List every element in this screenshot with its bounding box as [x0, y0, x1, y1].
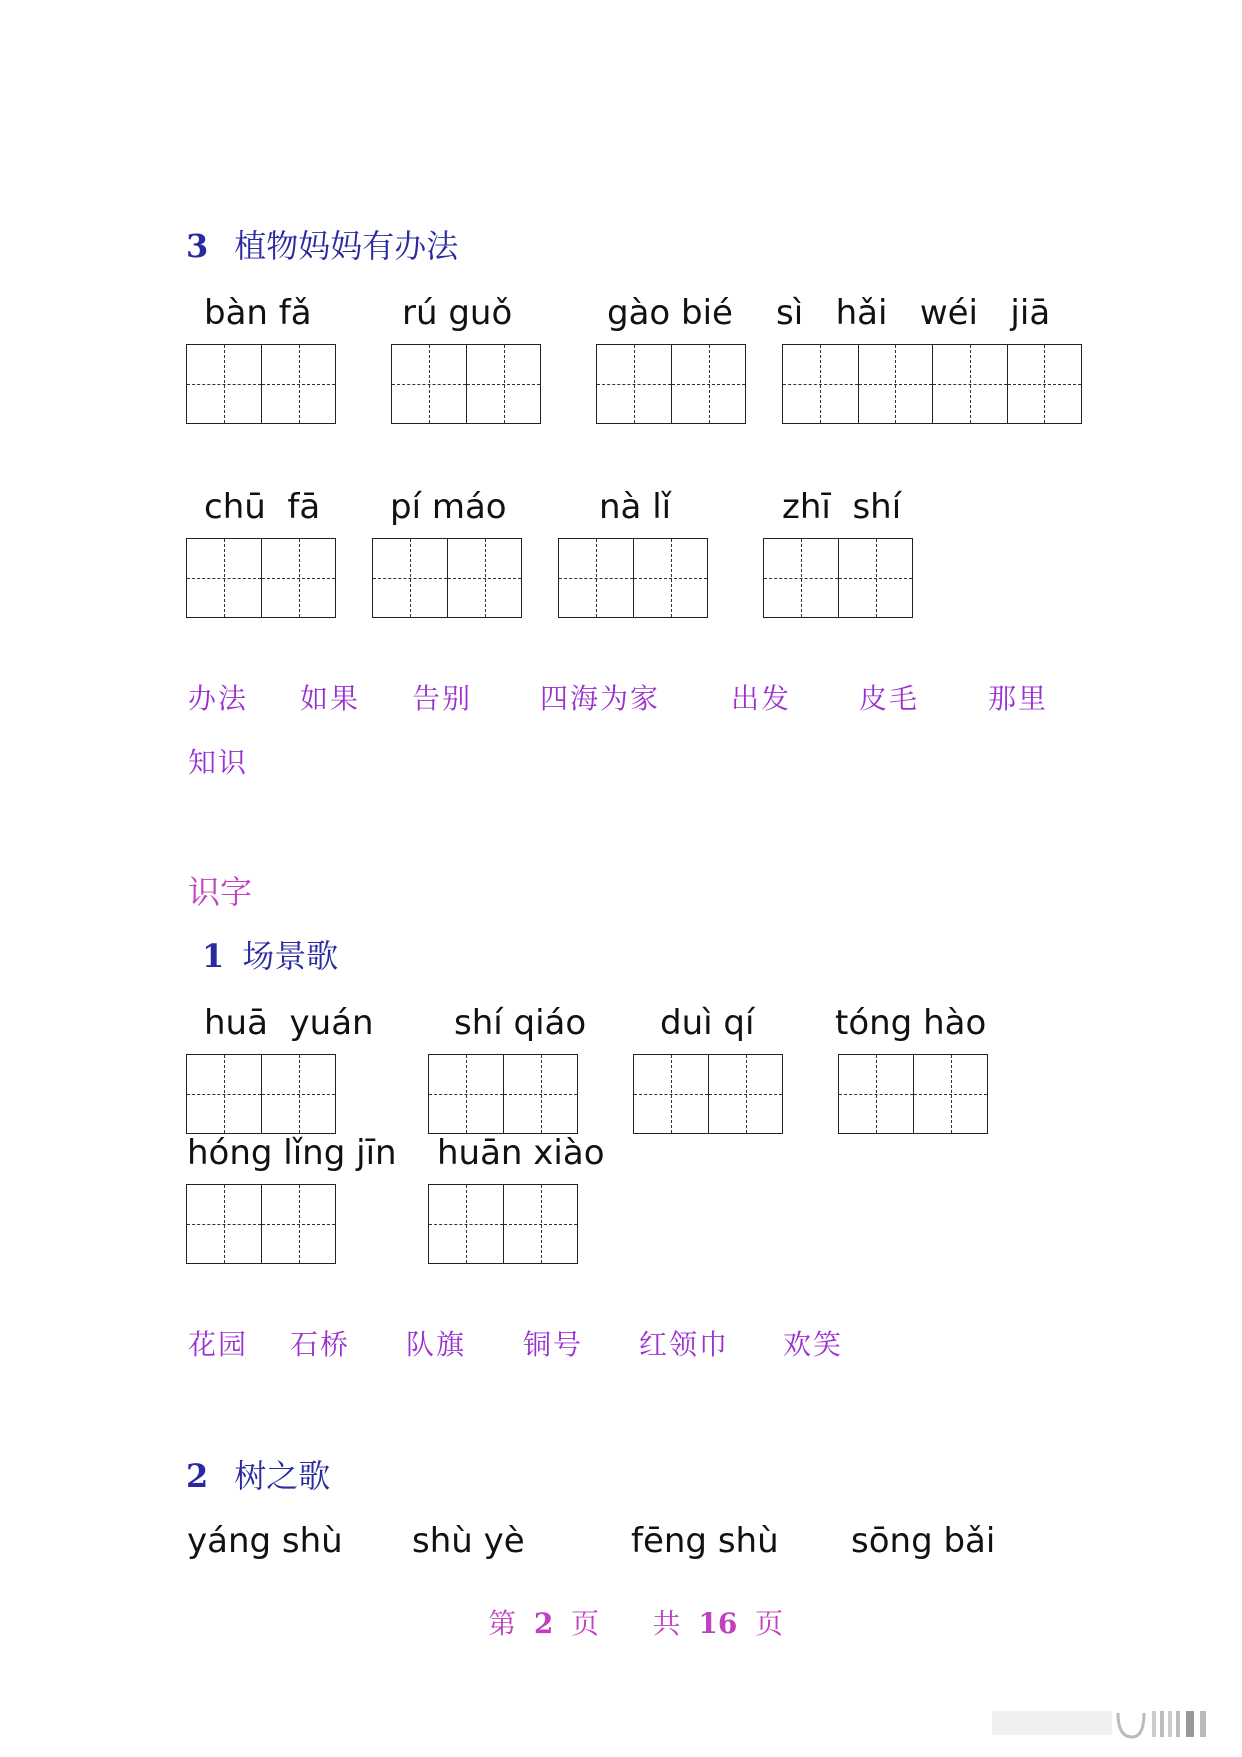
pinyin-label: shí qiáo [454, 1003, 587, 1043]
vocab-word: 告别 [412, 682, 473, 715]
pinyin-label: shù yè [412, 1521, 525, 1561]
writing-grid[interactable] [838, 1054, 988, 1134]
vocab-word: 花园 [188, 1328, 249, 1361]
lesson-3-title [186, 227, 459, 265]
writing-grid[interactable] [186, 1054, 336, 1134]
pinyin-label: sì hǎi wéi jiā [776, 293, 1051, 333]
pinyin-label: rú guǒ [402, 293, 513, 333]
writing-grid[interactable] [596, 344, 746, 424]
vocab-word: 皮毛 [859, 682, 920, 715]
lesson-2-title [186, 1457, 331, 1495]
writing-grid[interactable] [186, 538, 336, 618]
writing-grid[interactable] [558, 538, 708, 618]
writing-grid[interactable] [782, 344, 1082, 424]
writing-grid[interactable] [763, 538, 913, 618]
section-heading: 识字 [188, 873, 253, 911]
pinyin-label: bàn fǎ [204, 293, 312, 333]
vocab-word: 红领巾 [639, 1328, 730, 1361]
page-footer [488, 1607, 784, 1640]
vocab-word: 队旗 [406, 1328, 467, 1361]
writing-grid[interactable] [186, 1184, 336, 1264]
vocab-word: 铜号 [523, 1328, 584, 1361]
lesson-title-text: 植物妈妈有办法 [234, 227, 459, 265]
writing-grid[interactable] [391, 344, 541, 424]
lesson-number: 1 [202, 937, 225, 975]
pinyin-label: duì qí [660, 1003, 755, 1043]
pinyin-label: yáng shù [187, 1521, 343, 1561]
watermark-icon [992, 1703, 1212, 1743]
lesson-number: 2 [186, 1457, 209, 1495]
pinyin-label: pí máo [390, 487, 507, 527]
writing-grid[interactable] [633, 1054, 783, 1134]
vocab-word: 那里 [988, 682, 1049, 715]
pinyin-label: fēng shù [631, 1521, 779, 1561]
footer-total-prefix: 共 [652, 1607, 681, 1640]
writing-grid[interactable] [428, 1184, 578, 1264]
writing-grid[interactable] [428, 1054, 578, 1134]
vocab-word: 石桥 [290, 1328, 351, 1361]
pinyin-label: chū fā [204, 487, 321, 527]
pinyin-label: huā yuán [204, 1003, 374, 1043]
vocab-word: 四海为家 [540, 682, 661, 715]
writing-grid[interactable] [372, 538, 522, 618]
pinyin-label: zhī shí [782, 487, 902, 527]
writing-grid[interactable] [186, 344, 336, 424]
lesson-1-title [202, 937, 339, 975]
current-page: 2 [533, 1607, 554, 1640]
vocab-word: 出发 [731, 682, 792, 715]
total-pages: 16 [698, 1607, 738, 1640]
footer-total-suffix: 页 [755, 1607, 784, 1640]
pinyin-label: gào bié [607, 293, 733, 333]
vocab-word: 欢笑 [783, 1328, 844, 1361]
footer-page-suffix: 页 [571, 1607, 600, 1640]
lesson-title-text: 场景歌 [242, 937, 339, 975]
vocab-word: 知识 [188, 746, 249, 779]
lesson-title-text: 树之歌 [234, 1457, 331, 1495]
pinyin-label: nà lǐ [599, 487, 672, 527]
vocab-word: 办法 [188, 682, 249, 715]
pinyin-label: tóng hào [835, 1003, 987, 1043]
pinyin-label: sōng bǎi [851, 1521, 996, 1561]
lesson-number: 3 [186, 227, 209, 265]
pinyin-label: hóng lǐng jīn [187, 1133, 397, 1173]
vocab-word: 如果 [300, 682, 361, 715]
pinyin-label: huān xiào [437, 1133, 605, 1173]
footer-prefix: 第 [488, 1607, 517, 1640]
